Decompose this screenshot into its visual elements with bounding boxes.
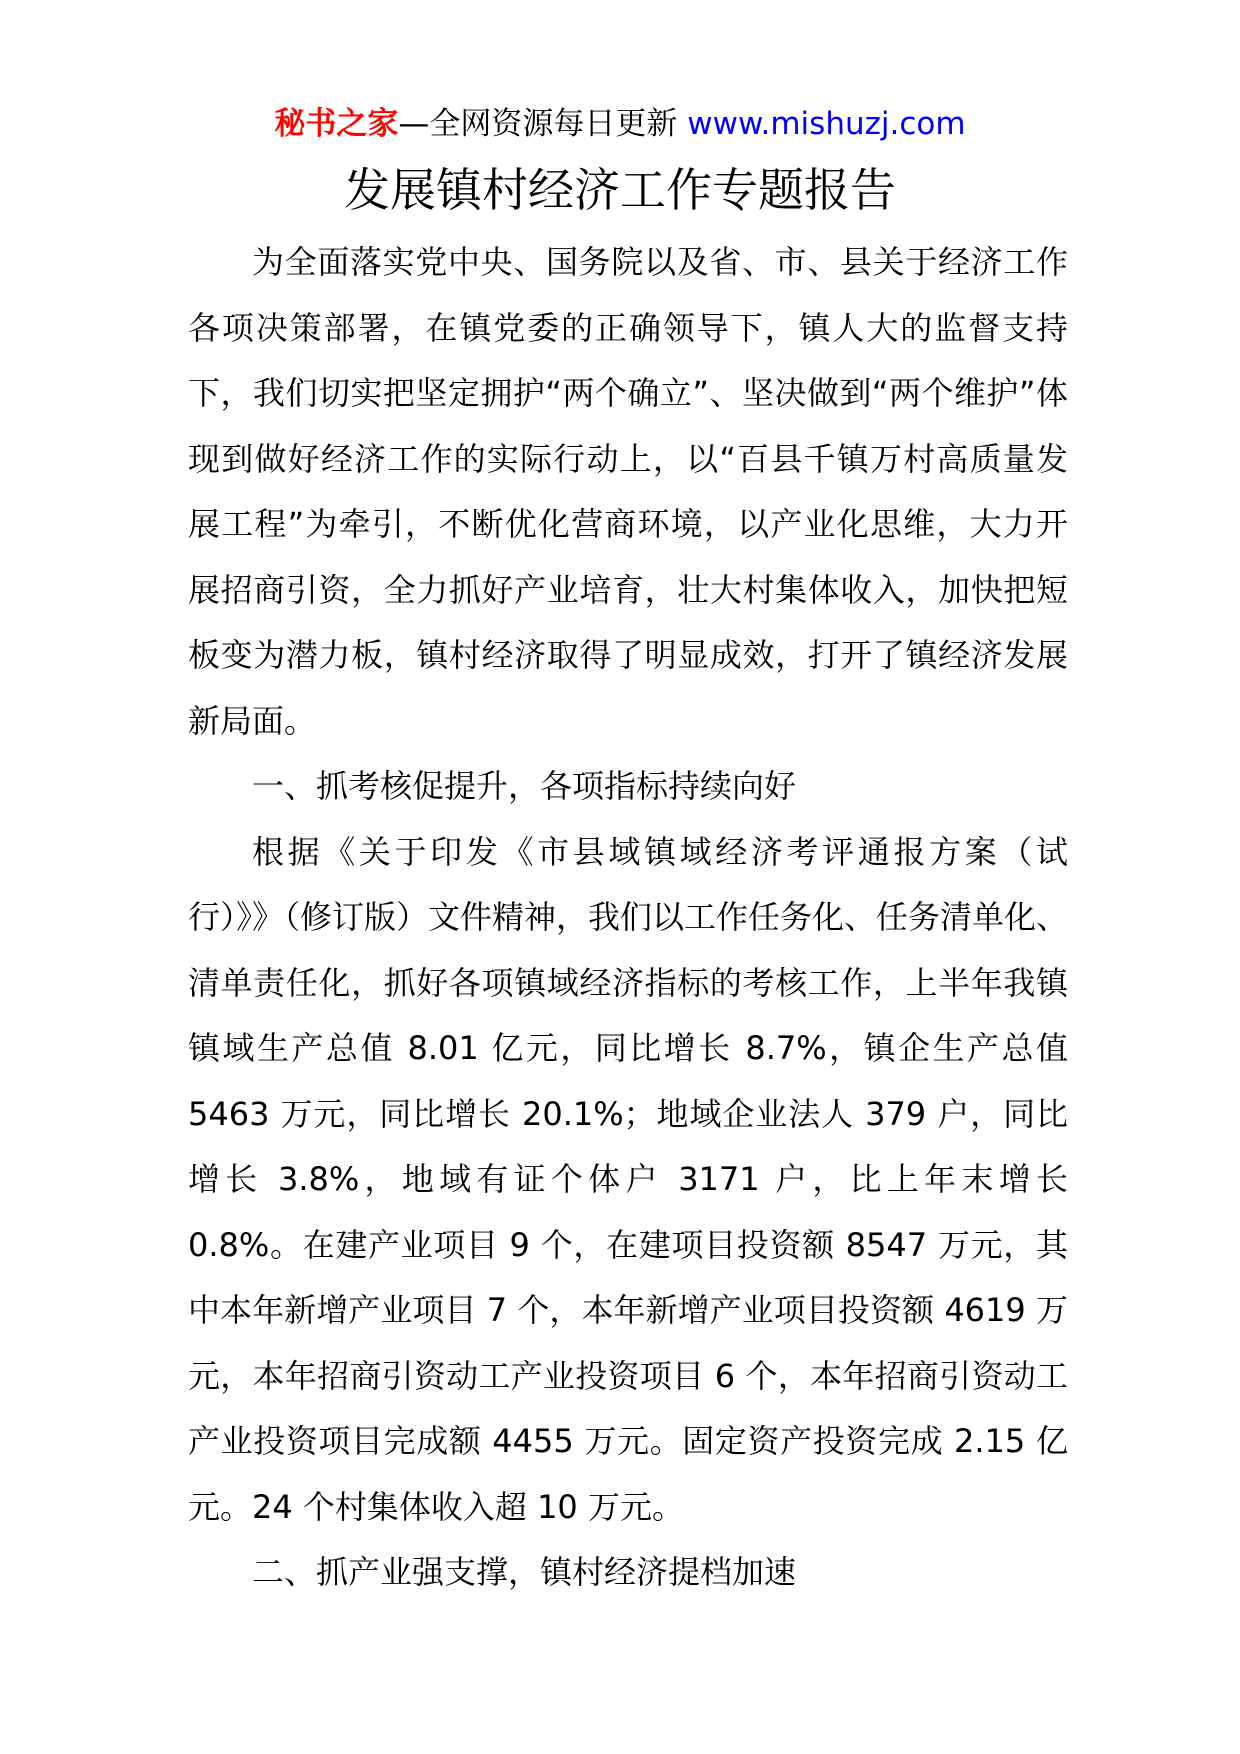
section-heading: 二、抓产业强支撑，镇村经济提档加速	[252, 1553, 797, 1591]
site-header	[0, 100, 1240, 148]
body-paragraph: 为全面落实党中央、国务院以及省、市、县关于经济工作各项决策部署，在镇党委的正确领导下，镇人大的监督支持下，我们切实把坚定拥护“两个确立”、坚决做到“两个维护”体现到做好经济工作的实际行动上，以“百县千镇万村高质量发展工程”为牵引，不断优化营商环境，以产业化思维，大力开展招商引资，全力抓好产业培育，壮大村集体收入，加快把短板变为潜力板，镇村经济取得了明显成效，打开了镇经济发展新局面。	[188, 243, 1068, 740]
header-slogan: —全网资源每日更新	[398, 106, 678, 142]
body-paragraph: 根据《关于印发《市县域镇域经济考评通报方案（试行）》》（修订版）文件精神，我们以工作任务化、任务清单化、清单责任化，抓好各项镇域经济指标的考核工作，上半年我镇镇域生产总值 8.01 亿元，同比增长 8.7%，镇企生产总值 5463 万元，同比增长 20.1%；地域企业法人 379 户，同比增长 3.8%，地域有证个体户 3171 户，比上年末增长 0.8%。在建产业项目 9 个，在建项目投资额 8547 万元，其中本年新增产业项目 7 个，本年新增产业项目投资额 4619 万元，本年招商引资动工产业投资项目 6 个，本年招商引资动工产业投资项目完成额 4455 万元。固定资产投资完成 2.15 亿元。24 个村集体收入超 10 万元。	[188, 832, 1069, 1526]
header-brand: 秘书之家	[274, 106, 399, 142]
document-body	[188, 230, 1068, 1606]
document-title: 发展镇村经济工作专题报告	[344, 163, 896, 217]
section-heading: 一、抓考核促提升，各项指标持续向好	[252, 767, 797, 805]
header-url-link[interactable]: www.mishuzj.com	[687, 106, 966, 142]
